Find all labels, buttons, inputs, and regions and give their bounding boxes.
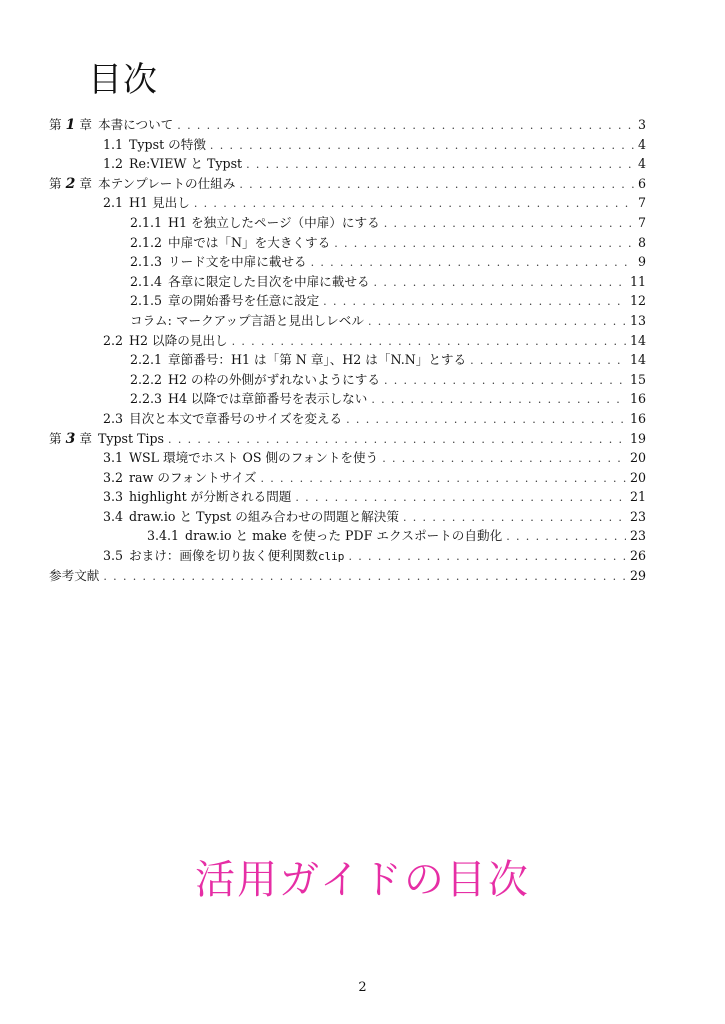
section-number: 2.3: [103, 410, 124, 426]
page-number: 15: [629, 371, 646, 387]
chapter-number: 第 2 章: [49, 175, 92, 192]
section-number: 1.1: [103, 136, 124, 152]
toc-entry-2-1-2[interactable]: [49, 233, 646, 253]
page-number: 3: [637, 117, 646, 132]
dot-leader: [246, 155, 634, 175]
toc-entry-chapter-2[interactable]: [49, 174, 646, 194]
entry-title: draw.io と make を使った PDF エクスポートの自動化: [185, 528, 503, 544]
subsection-number: 2.2.3: [130, 391, 163, 407]
subsection-number: 2.1.1: [130, 214, 163, 230]
section-number: 2.2: [103, 332, 124, 348]
page-number: 13: [629, 312, 646, 328]
entry-title: 章節番号：H1 は「第 N 章」、H2 は「N.N」とする: [168, 352, 467, 368]
toc-entry-1-2[interactable]: [49, 154, 646, 174]
page-number: 19: [629, 430, 646, 446]
section-number: 1.2: [103, 156, 124, 172]
entry-title: Typst の特徴: [129, 136, 206, 152]
entry-title: リード文を中扉に載せる: [168, 254, 307, 270]
page-number: 4: [637, 136, 646, 152]
entry-title: 中扉では「N」を大きくする: [168, 234, 331, 250]
entry-title: H2 以降の見出し: [129, 332, 228, 348]
entry-title: Re:VIEW と Typst: [129, 156, 243, 172]
page-number: 9: [637, 254, 646, 270]
entry-title: おまけ：画像を切り抜く便利関数: [129, 548, 318, 564]
page-folio: 2: [358, 980, 367, 995]
section-number: 3.5: [103, 548, 124, 564]
entry-title: WSL 環境でホスト OS 側のフォントを使う: [129, 450, 379, 466]
toc-entry-chapter-1[interactable]: [49, 115, 646, 135]
subsection-number: 2.2.1: [130, 352, 163, 368]
dot-leader: [311, 253, 634, 273]
page-number: 14: [629, 332, 646, 348]
dot-leader: [382, 449, 626, 469]
toc-entry-2-1-1[interactable]: [49, 213, 646, 233]
toc-entry-1-1[interactable]: [49, 135, 646, 155]
section-number: 3.4: [103, 508, 124, 524]
entry-title: 参考文献: [49, 567, 100, 583]
toc-entry-3-3[interactable]: [49, 487, 646, 507]
subsection-number: 2.1.5: [130, 293, 163, 309]
subsection-number: 2.1.3: [130, 254, 163, 270]
dot-leader: [210, 136, 634, 156]
page-number: 16: [629, 391, 646, 407]
dot-leader: [374, 273, 626, 293]
dot-leader: [371, 390, 626, 410]
subsection-number: 2.1.2: [130, 234, 163, 250]
entry-title: H1 を独立したページ（中扉）にする: [168, 214, 380, 230]
dot-leader: [348, 547, 626, 567]
dot-leader: [506, 527, 626, 547]
entry-title: draw.io と Typst の組み合わせの問題と解決策: [129, 508, 399, 524]
page-number: 8: [637, 234, 646, 250]
dot-leader: [403, 508, 626, 528]
page-number: 26: [629, 548, 646, 564]
dot-leader: [232, 332, 626, 352]
page-number: 21: [629, 489, 646, 505]
table-of-contents: [49, 115, 646, 585]
dot-leader: [260, 469, 626, 489]
entry-title: 各章に限定した目次を中扉に載せる: [168, 273, 370, 289]
toc-entry-3-1[interactable]: [49, 448, 646, 468]
chapter-number: 第 1 章: [49, 117, 92, 133]
entry-title: H4 以降では章節番号を表示しない: [168, 391, 368, 407]
page-number: 23: [629, 508, 646, 524]
section-number: 3.3: [103, 489, 124, 505]
toc-entry-chapter-3[interactable]: [49, 429, 646, 449]
toc-entry-3-4[interactable]: [49, 507, 646, 527]
entry-title: 本書について: [97, 117, 174, 132]
entry-title: コラム: マークアップ言語と見出しレベル: [130, 312, 364, 328]
section-number: 2.1: [103, 195, 124, 211]
page-title: 目次: [88, 60, 158, 100]
toc-entry-2-1-4[interactable]: [49, 272, 646, 292]
toc-entry-2-2-3[interactable]: [49, 389, 646, 409]
toc-entry-references[interactable]: [49, 566, 646, 586]
toc-entry-2-1[interactable]: [49, 193, 646, 213]
entry-title: raw のフォントサイズ: [129, 469, 257, 485]
entry-title: Typst Tips: [97, 430, 165, 446]
dot-leader: [295, 488, 626, 508]
dot-leader: [368, 312, 626, 332]
section-number: 3.1: [103, 450, 124, 466]
dot-leader: [168, 430, 626, 450]
dot-leader: [194, 194, 634, 214]
guide-caption: 活用ガイドの目次: [195, 857, 530, 903]
page-number: 7: [637, 195, 646, 211]
subsection-number: 2.1.4: [130, 273, 163, 289]
page-number: 14: [629, 352, 646, 368]
toc-entry-2-1-3[interactable]: [49, 252, 646, 272]
entry-title: highlight が分断される問題: [129, 489, 292, 505]
page-number: 6: [637, 175, 646, 191]
subsection-number: 2.2.2: [130, 371, 163, 387]
page-number: 20: [629, 450, 646, 466]
page-number: 7: [637, 214, 646, 230]
dot-leader: [470, 351, 626, 371]
dot-leader: [177, 116, 634, 136]
toc-entry-column[interactable]: [49, 311, 646, 331]
chapter-number: 第 3 章: [49, 430, 92, 447]
toc-entry-3-4-1[interactable]: [49, 526, 646, 546]
entry-code: clip: [317, 550, 345, 564]
dot-leader: [323, 292, 626, 312]
page-number: 23: [629, 528, 646, 544]
entry-title: 本テンプレートの仕組み: [97, 175, 236, 191]
toc-entry-2-2-2[interactable]: [49, 370, 646, 390]
toc-entry-2-2[interactable]: [49, 331, 646, 351]
dot-leader: [334, 234, 634, 254]
toc-entry-3-5[interactable]: [49, 546, 646, 566]
dot-leader: [384, 371, 626, 391]
page-number: 16: [629, 410, 646, 426]
dot-leader: [239, 175, 634, 195]
page-number: 20: [629, 469, 646, 485]
entry-title: H1 見出し: [129, 195, 190, 211]
entry-title: 章の開始番号を任意に設定: [168, 293, 320, 309]
page-number: 12: [629, 293, 646, 309]
subsection-number: 3.4.1: [147, 528, 180, 544]
toc-entry-3-2[interactable]: [49, 468, 646, 488]
page-number: 11: [629, 273, 646, 289]
page-number: 4: [637, 156, 646, 172]
dot-leader: [103, 567, 626, 587]
entry-title: 目次と本文で章番号のサイズを変える: [129, 410, 343, 426]
toc-entry-2-3[interactable]: [49, 409, 646, 429]
page-number: 29: [629, 567, 646, 583]
dot-leader: [384, 214, 634, 234]
dot-leader: [346, 410, 626, 430]
entry-title: H2 の枠の外側がずれないようにする: [168, 371, 380, 387]
toc-entry-2-2-1[interactable]: [49, 350, 646, 370]
toc-entry-2-1-5[interactable]: [49, 291, 646, 311]
section-number: 3.2: [103, 469, 124, 485]
